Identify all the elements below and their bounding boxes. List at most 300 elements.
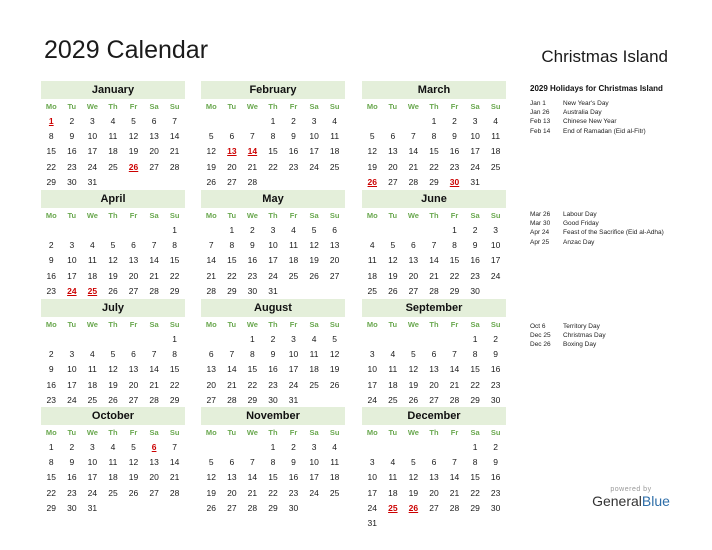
day-cell: 10 bbox=[268, 240, 278, 251]
day-cell: 19 bbox=[388, 270, 398, 281]
weekday-label: Th bbox=[429, 320, 439, 329]
empty-cell bbox=[283, 284, 304, 299]
day-cell: 21 bbox=[149, 270, 159, 281]
day-cell: 8 bbox=[431, 131, 437, 142]
empty-cell bbox=[383, 440, 404, 455]
day-cell: 12 bbox=[408, 364, 419, 375]
holiday-date: Apr 24 bbox=[530, 229, 550, 237]
day-cell: 15 bbox=[46, 472, 57, 483]
week-row bbox=[201, 160, 345, 175]
week-row bbox=[201, 347, 345, 362]
empty-cell bbox=[444, 332, 465, 347]
empty-cell bbox=[403, 440, 424, 455]
day-cell: 26 bbox=[128, 487, 139, 498]
empty-cell bbox=[123, 175, 144, 190]
day-cell: 27 bbox=[149, 161, 159, 172]
empty-cell bbox=[362, 440, 383, 455]
holiday-entry bbox=[530, 219, 664, 228]
day-cell: 19 bbox=[329, 364, 340, 375]
day-cell: 23 bbox=[490, 487, 501, 498]
day-cell: 13 bbox=[128, 255, 139, 266]
day-cell: 1 bbox=[250, 334, 255, 344]
day-cell: 15 bbox=[268, 146, 278, 157]
weekday-label: Fr bbox=[450, 211, 459, 220]
day-cell: 4 bbox=[390, 457, 396, 468]
day-cell: 21 bbox=[429, 270, 439, 281]
day-cell: 28 bbox=[227, 394, 237, 405]
day-cell: 7 bbox=[250, 131, 255, 142]
empty-cell bbox=[164, 175, 185, 190]
day-cell: 2 bbox=[48, 240, 54, 251]
week-row bbox=[201, 486, 345, 501]
empty-cell bbox=[324, 284, 345, 299]
weekday-header bbox=[362, 99, 506, 114]
day-cell: 5 bbox=[110, 349, 116, 360]
day-cell: 17 bbox=[87, 472, 98, 483]
holiday-date: Feb 14 bbox=[530, 127, 551, 135]
empty-cell bbox=[485, 516, 506, 531]
empty-cell bbox=[424, 516, 445, 531]
day-cell: 11 bbox=[108, 457, 118, 468]
day-cell: 30 bbox=[67, 176, 77, 187]
day-cell: 3 bbox=[90, 442, 95, 452]
day-cell: 10 bbox=[288, 349, 299, 360]
day-cell: 20 bbox=[408, 270, 419, 281]
day-cell: 29 bbox=[449, 285, 460, 296]
holiday-name: Feast of the Sacrifice (Eid al-Adha) bbox=[563, 229, 664, 237]
day-cell: 2 bbox=[493, 442, 499, 452]
day-cell: 21 bbox=[149, 379, 159, 390]
weekday-label: Sa bbox=[309, 428, 319, 437]
day-cell: 30 bbox=[490, 394, 501, 405]
day-cell: 5 bbox=[411, 457, 416, 468]
day-cell: 14 bbox=[449, 364, 460, 375]
weekday-label: Mo bbox=[205, 102, 217, 111]
weekday-label: Sa bbox=[149, 428, 159, 437]
day-cell: 22 bbox=[268, 161, 278, 172]
week-row bbox=[362, 486, 506, 501]
day-cell: 24 bbox=[367, 502, 378, 513]
day-cell: 19 bbox=[408, 379, 419, 390]
day-cell: 24 bbox=[490, 270, 501, 281]
day-cell: 14 bbox=[169, 131, 180, 142]
day-cell: 17 bbox=[87, 146, 98, 157]
day-cell: 11 bbox=[491, 131, 501, 142]
day-cell: 30 bbox=[490, 502, 501, 513]
day-cell: 2 bbox=[69, 442, 75, 452]
day-cell: 11 bbox=[367, 255, 377, 266]
weekday-label: Tu bbox=[227, 211, 237, 220]
month-april bbox=[41, 190, 185, 314]
day-cell: 16 bbox=[46, 379, 57, 390]
day-cell: 3 bbox=[291, 334, 296, 344]
week-row bbox=[362, 253, 506, 268]
day-cell: 14 bbox=[206, 255, 217, 266]
day-cell: 27 bbox=[429, 394, 439, 405]
week-row bbox=[362, 223, 506, 238]
weekday-label: Sa bbox=[149, 320, 159, 329]
day-cell: 2 bbox=[291, 442, 296, 452]
weekday-label: We bbox=[246, 102, 258, 111]
day-cell: 4 bbox=[311, 334, 317, 344]
day-cell: 25 bbox=[329, 161, 340, 172]
day-cell: 26 bbox=[206, 502, 217, 513]
month-may bbox=[201, 190, 345, 299]
week-row bbox=[201, 470, 345, 485]
day-cell: 29 bbox=[169, 394, 180, 405]
week-row bbox=[201, 501, 345, 516]
day-cell: 8 bbox=[270, 131, 276, 142]
day-cell: 14 bbox=[408, 146, 419, 157]
day-cell: 18 bbox=[87, 379, 98, 390]
weekday-label: Su bbox=[490, 102, 501, 111]
day-cell: 13 bbox=[408, 255, 419, 266]
weekday-label: Sa bbox=[470, 102, 480, 111]
week-row bbox=[41, 501, 185, 516]
day-cell: 24 bbox=[309, 487, 319, 498]
day-cell: 28 bbox=[247, 176, 258, 187]
empty-cell bbox=[103, 223, 124, 238]
holiday-entry bbox=[530, 340, 606, 349]
day-cell: 2 bbox=[452, 116, 457, 126]
holiday-entry bbox=[530, 228, 664, 237]
holiday-group bbox=[530, 84, 663, 136]
month-name: August bbox=[201, 299, 345, 317]
day-cell: 15 bbox=[247, 364, 258, 375]
day-cell: 25 bbox=[309, 379, 319, 390]
weekday-label: Su bbox=[169, 320, 180, 329]
weekday-label: Tu bbox=[388, 428, 398, 437]
month-name: September bbox=[362, 299, 506, 317]
day-cell: 1 bbox=[48, 442, 54, 452]
weekday-label: We bbox=[86, 211, 98, 220]
holiday-date: Jan 26 bbox=[530, 109, 550, 117]
day-cell: 12 bbox=[309, 240, 319, 251]
empty-cell bbox=[103, 332, 124, 347]
month-name: January bbox=[41, 81, 185, 99]
day-cell: 25 bbox=[367, 285, 378, 296]
day-cell: 12 bbox=[388, 255, 398, 266]
day-cell: 8 bbox=[48, 131, 54, 142]
day-cell: 29 bbox=[227, 285, 237, 296]
holiday-day: 6 bbox=[151, 442, 157, 452]
day-cell: 17 bbox=[67, 270, 77, 281]
day-cell: 7 bbox=[172, 116, 178, 126]
week-row bbox=[201, 114, 345, 129]
day-cell: 24 bbox=[87, 487, 98, 498]
weekday-label: We bbox=[407, 320, 419, 329]
empty-cell bbox=[444, 516, 465, 531]
day-cell: 26 bbox=[108, 394, 118, 405]
day-cell: 23 bbox=[247, 270, 258, 281]
day-cell: 11 bbox=[330, 131, 340, 142]
weekday-label: Th bbox=[108, 102, 118, 111]
day-cell: 29 bbox=[46, 176, 57, 187]
weekday-label: Sa bbox=[149, 102, 159, 111]
holiday-name: End of Ramadan (Eid al-Fitr) bbox=[563, 127, 646, 135]
weekday-header bbox=[201, 317, 345, 332]
weekday-label: Mo bbox=[45, 428, 57, 437]
day-cell: 18 bbox=[87, 270, 98, 281]
empty-cell bbox=[424, 223, 445, 238]
week-row bbox=[201, 332, 345, 347]
weekday-label: Fr bbox=[129, 211, 138, 220]
day-cell: 11 bbox=[87, 255, 97, 266]
day-cell: 4 bbox=[110, 116, 116, 126]
empty-cell bbox=[304, 175, 325, 190]
week-row bbox=[41, 470, 185, 485]
empty-cell bbox=[324, 393, 345, 408]
week-row bbox=[201, 144, 345, 159]
day-cell: 9 bbox=[270, 349, 276, 360]
day-cell: 8 bbox=[172, 349, 178, 360]
empty-cell bbox=[242, 114, 263, 129]
holiday-entry bbox=[530, 331, 606, 340]
empty-cell bbox=[304, 501, 325, 516]
weekday-label: Th bbox=[108, 320, 118, 329]
weekday-label: Su bbox=[490, 211, 501, 220]
day-cell: 9 bbox=[48, 364, 54, 375]
day-cell: 29 bbox=[470, 394, 480, 405]
day-cell: 22 bbox=[46, 487, 57, 498]
holiday-day: 25 bbox=[388, 502, 398, 513]
empty-cell bbox=[424, 332, 445, 347]
weekday-label: Th bbox=[429, 102, 439, 111]
day-cell: 16 bbox=[288, 472, 299, 483]
day-cell: 16 bbox=[247, 255, 258, 266]
weekday-label: Su bbox=[329, 211, 340, 220]
day-cell: 18 bbox=[388, 487, 398, 498]
day-cell: 19 bbox=[108, 379, 118, 390]
weekday-label: Fr bbox=[129, 428, 138, 437]
day-cell: 23 bbox=[288, 161, 299, 172]
day-cell: 2 bbox=[69, 116, 75, 126]
day-cell: 14 bbox=[227, 364, 237, 375]
day-cell: 16 bbox=[67, 472, 77, 483]
empty-cell bbox=[362, 332, 383, 347]
day-cell: 20 bbox=[429, 379, 439, 390]
day-cell: 5 bbox=[332, 334, 338, 344]
day-cell: 22 bbox=[470, 379, 480, 390]
day-cell: 13 bbox=[388, 146, 398, 157]
day-cell: 20 bbox=[227, 161, 237, 172]
day-cell: 26 bbox=[408, 394, 419, 405]
day-cell: 17 bbox=[367, 379, 378, 390]
day-cell: 17 bbox=[268, 255, 278, 266]
day-cell: 15 bbox=[227, 255, 237, 266]
weekday-label: Th bbox=[429, 428, 439, 437]
day-cell: 4 bbox=[90, 240, 95, 251]
day-cell: 8 bbox=[472, 349, 478, 360]
day-cell: 27 bbox=[429, 502, 439, 513]
day-cell: 5 bbox=[369, 131, 375, 142]
day-cell: 22 bbox=[247, 379, 258, 390]
day-cell: 3 bbox=[90, 116, 95, 126]
day-cell: 1 bbox=[431, 116, 437, 126]
day-cell: 16 bbox=[470, 255, 480, 266]
month-name: April bbox=[41, 190, 185, 208]
weekday-label: We bbox=[246, 211, 258, 220]
month-july bbox=[41, 299, 185, 423]
day-cell: 12 bbox=[408, 472, 419, 483]
weekday-label: Tu bbox=[67, 428, 77, 437]
weekday-label: Tu bbox=[227, 102, 237, 111]
day-cell: 18 bbox=[309, 364, 319, 375]
day-cell: 13 bbox=[429, 364, 439, 375]
day-cell: 7 bbox=[452, 457, 457, 468]
day-cell: 7 bbox=[151, 240, 157, 251]
day-cell: 7 bbox=[431, 240, 437, 251]
day-cell: 27 bbox=[206, 394, 217, 405]
month-june bbox=[362, 190, 506, 299]
day-cell: 19 bbox=[128, 146, 139, 157]
day-cell: 25 bbox=[329, 487, 340, 498]
day-cell: 25 bbox=[108, 161, 118, 172]
day-cell: 28 bbox=[408, 176, 419, 187]
holiday-entry bbox=[530, 99, 663, 108]
empty-cell bbox=[222, 440, 243, 455]
day-cell: 16 bbox=[288, 146, 299, 157]
empty-cell bbox=[403, 516, 424, 531]
day-cell: 17 bbox=[470, 146, 480, 157]
weekday-header bbox=[41, 208, 185, 223]
day-cell: 16 bbox=[46, 270, 57, 281]
day-cell: 22 bbox=[227, 270, 237, 281]
day-cell: 10 bbox=[309, 457, 319, 468]
weekday-header bbox=[41, 425, 185, 440]
empty-cell bbox=[123, 501, 144, 516]
day-cell: 7 bbox=[172, 442, 178, 452]
holiday-name: New Year's Day bbox=[563, 100, 609, 107]
weekday-header bbox=[41, 99, 185, 114]
week-row bbox=[41, 332, 185, 347]
day-cell: 14 bbox=[169, 457, 180, 468]
day-cell: 27 bbox=[149, 487, 159, 498]
day-cell: 4 bbox=[332, 116, 338, 126]
weekday-header bbox=[201, 208, 345, 223]
day-cell: 5 bbox=[131, 442, 136, 452]
day-cell: 22 bbox=[429, 161, 439, 172]
empty-cell bbox=[201, 440, 222, 455]
day-cell: 12 bbox=[108, 364, 118, 375]
empty-cell bbox=[424, 440, 445, 455]
day-cell: 15 bbox=[449, 255, 460, 266]
weekday-label: Fr bbox=[289, 211, 298, 220]
day-cell: 12 bbox=[108, 255, 118, 266]
month-name: October bbox=[41, 407, 185, 425]
day-cell: 15 bbox=[470, 364, 480, 375]
month-march bbox=[362, 81, 506, 190]
weekday-label: Su bbox=[169, 211, 180, 220]
week-row bbox=[41, 347, 185, 362]
day-cell: 4 bbox=[110, 442, 116, 452]
month-august bbox=[201, 299, 345, 408]
day-cell: 1 bbox=[270, 116, 276, 126]
day-cell: 9 bbox=[493, 457, 499, 468]
empty-cell bbox=[383, 114, 404, 129]
empty-cell bbox=[362, 114, 383, 129]
day-cell: 30 bbox=[268, 394, 278, 405]
weekday-label: Tu bbox=[227, 320, 237, 329]
weekday-label: Th bbox=[268, 320, 278, 329]
empty-cell bbox=[144, 175, 165, 190]
week-row bbox=[201, 253, 345, 268]
empty-cell bbox=[485, 284, 506, 299]
day-cell: 26 bbox=[108, 285, 118, 296]
holiday-day: 26 bbox=[367, 176, 378, 187]
weekday-label: Fr bbox=[450, 320, 459, 329]
weekday-label: Sa bbox=[309, 102, 319, 111]
day-cell: 7 bbox=[229, 349, 235, 360]
day-cell: 18 bbox=[329, 146, 340, 157]
holiday-name: Boxing Day bbox=[563, 341, 597, 349]
empty-cell bbox=[103, 175, 124, 190]
day-cell: 13 bbox=[429, 472, 439, 483]
day-cell: 13 bbox=[149, 131, 159, 142]
weekday-label: Su bbox=[169, 428, 180, 437]
day-cell: 18 bbox=[367, 270, 378, 281]
day-cell: 23 bbox=[67, 487, 77, 498]
day-cell: 26 bbox=[388, 285, 398, 296]
day-cell: 14 bbox=[247, 472, 258, 483]
day-cell: 29 bbox=[470, 502, 480, 513]
day-cell: 3 bbox=[493, 225, 499, 235]
day-cell: 20 bbox=[429, 487, 439, 498]
day-cell: 25 bbox=[288, 270, 299, 281]
day-cell: 25 bbox=[108, 487, 118, 498]
weekday-header bbox=[362, 317, 506, 332]
day-cell: 10 bbox=[367, 472, 378, 483]
day-cell: 10 bbox=[367, 364, 378, 375]
day-cell: 8 bbox=[472, 457, 478, 468]
day-cell: 21 bbox=[449, 487, 460, 498]
day-cell: 10 bbox=[470, 131, 480, 142]
day-cell: 21 bbox=[227, 379, 237, 390]
day-cell: 17 bbox=[288, 364, 299, 375]
empty-cell bbox=[123, 332, 144, 347]
day-cell: 5 bbox=[311, 225, 317, 235]
day-cell: 18 bbox=[108, 472, 118, 483]
empty-cell bbox=[82, 332, 103, 347]
day-cell: 18 bbox=[288, 255, 299, 266]
empty-cell bbox=[144, 223, 165, 238]
weekday-label: Tu bbox=[388, 320, 398, 329]
country-name: Christmas Island bbox=[541, 47, 668, 66]
holiday-entry bbox=[530, 117, 663, 126]
holiday-name: Territory Day bbox=[563, 323, 600, 330]
day-cell: 27 bbox=[388, 176, 398, 187]
day-cell: 4 bbox=[291, 225, 296, 235]
week-row bbox=[41, 269, 185, 284]
day-cell: 8 bbox=[48, 457, 54, 468]
day-cell: 28 bbox=[149, 285, 159, 296]
holiday-name: Australia Day bbox=[563, 109, 602, 117]
holiday-name: Chinese New Year bbox=[563, 118, 617, 126]
day-cell: 14 bbox=[429, 255, 439, 266]
day-cell: 19 bbox=[309, 255, 319, 266]
week-row bbox=[362, 269, 506, 284]
empty-cell bbox=[444, 440, 465, 455]
day-cell: 27 bbox=[227, 176, 237, 187]
empty-cell bbox=[304, 284, 325, 299]
weekday-label: Fr bbox=[450, 428, 459, 437]
week-row bbox=[41, 440, 185, 455]
day-cell: 28 bbox=[169, 487, 180, 498]
day-cell: 6 bbox=[332, 225, 338, 235]
empty-cell bbox=[403, 114, 424, 129]
weekday-label: Fr bbox=[289, 428, 298, 437]
day-cell: 7 bbox=[250, 457, 255, 468]
